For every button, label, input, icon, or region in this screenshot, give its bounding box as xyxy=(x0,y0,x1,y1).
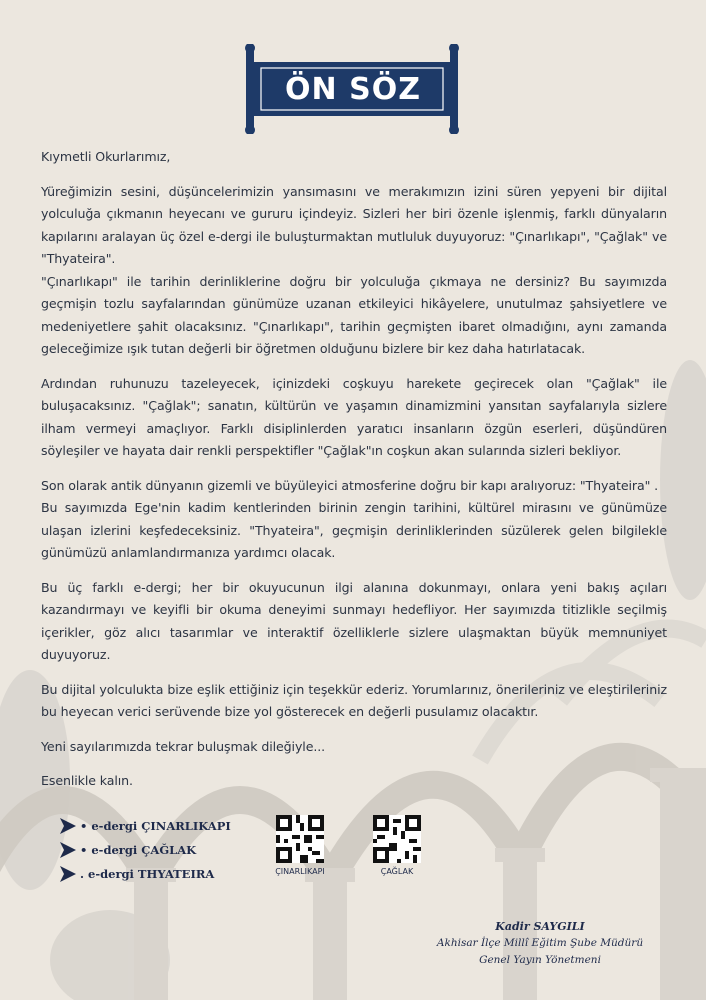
signature-name: Kadir SAYGILI xyxy=(495,920,585,933)
link-label: . e-dergi THYATEIRA xyxy=(80,867,215,881)
qr-label: ÇAĞLAK xyxy=(380,867,414,876)
page-title: ÖN SÖZ xyxy=(285,71,421,107)
signature-block xyxy=(420,918,660,969)
arrow-right-icon xyxy=(58,817,78,835)
qr-label: ÇINARLIKAPI xyxy=(275,867,325,876)
qr-code-icon xyxy=(373,815,421,863)
link-caglak[interactable] xyxy=(58,838,231,862)
link-cinarlikapi[interactable] xyxy=(58,814,231,838)
arrow-right-icon xyxy=(58,865,78,883)
qr-caglak[interactable] xyxy=(367,815,427,876)
signature-title: Akhisar İlçe Millî Eğitim Şube Müdürü xyxy=(436,937,644,949)
letter-body xyxy=(41,146,667,793)
arrow-right-icon xyxy=(58,841,78,859)
qr-cinarlikapi[interactable] xyxy=(270,815,330,876)
greeting: Kıymetli Okurlarımız, xyxy=(41,149,171,164)
link-thyateira[interactable] xyxy=(58,862,231,886)
closing-wish: Yeni sayılarımızda tekrar buluşmak dileğiyle... xyxy=(41,738,326,754)
paragraph-three-magazines: Bu üç farklı e-dergi; her bir okuyucunun ilgi alanına dokunmayı, onlara yeni bakış açıları kazandırmayı ve keyifli bir okuma deneyimi sunmayı hedefliyor. Her sayımızda titizlikle seçilmiş içerikler, göz alıcı tasarımlar ve interaktif özelliklerle sizlere ulaşmaktan büyük memnuniyet duyuyoruz. xyxy=(41,579,667,662)
closing-farewell: Esenlikle kalın. xyxy=(41,773,133,788)
link-label: • e-dergi ÇAĞLAK xyxy=(80,843,197,857)
link-label: • e-dergi ÇINARLIKAPI xyxy=(80,819,231,833)
paragraph-caglak: Ardından ruhunuzu tazeleyecek, içinizdeki coşkuyu harekete geçirecek olan "Çağlak" ile buluşacaksınız. "Çağlak"; sanatın, kültürün ve yaşamın dinamizmini yansıtan sayfalarıyla sizlere ilham vermeyi amaçlıyor. Farklı disiplinlerden yaratıcı insanların özgün eserleri, düşündüren söyleşiler ve hayata dair renkli perspektifler "Çağlak"ın coşkun akan sularında sizleri bekliyor. xyxy=(41,375,667,458)
paragraph-cinarlikapi: "Çınarlıkapı" ile tarihin derinliklerine doğru bir yolculuğa çıkmaya ne dersiniz? Bu sayımızda geçmişin tozlu sayfalarından günümüze uzanan etkileyici hikâyelere, unutulmaz şahsiyetlere ve medeniyetlere şahit olacaksınız. "Çınarlıkapı", tarihin geçmişten ibaret olmadığını, aynı zamanda geleceğimize ışık tutan değerli bir öğretmen olduğunu bizlere bir kez daha hatırlatacak. xyxy=(41,273,667,356)
paragraph-thyateira-intro: Son olarak antik dünyanın gizemli ve büyüleyici atmosferine doğru bir kapı aralıyoruz: "Thyateira" . xyxy=(41,477,659,493)
qr-code-icon xyxy=(276,815,324,863)
paragraph-thyateira: Bu sayımızda Ege'nin kadim kentlerinden birinin zengin tarihini, kültürel mirasını ve günümüze ulaşan izlerini keşfedeceksiniz. "Thyateira", geçmişin derinliklerinden süzülerek gelen bilgilekle günümüzü anlamlandırmanıza yardımcı olacak. xyxy=(41,500,667,560)
paragraph-thanks: Bu dijital yolculukta bize eşlik ettiğiniz için teşekkür ederiz. Yorumlarınız, önerileriniz ve eleştirileriniz bu heyecan verici serüvende bize yol gösterecek en değerli pusulamız olacaktır. xyxy=(41,681,667,719)
magazine-links xyxy=(58,814,231,886)
signature-role: Genel Yayın Yönetmeni xyxy=(479,954,601,966)
paragraph-intro: Yüreğimizin sesini, düşüncelerimizin yansımasını ve merakımızın izini süren yepyeni bir dijital yolculuğa çıkmanın heyecanı ve gururu içindeyiz. Sizleri her biri özenle işlenmiş, farklı dünyaların kapılarını aralayan üç özel e-dergi ile buluşturmaktan mutluluk duyuyoruz: "Çınarlıkapı", "Çağlak" ve "Thyateira". xyxy=(41,183,667,266)
